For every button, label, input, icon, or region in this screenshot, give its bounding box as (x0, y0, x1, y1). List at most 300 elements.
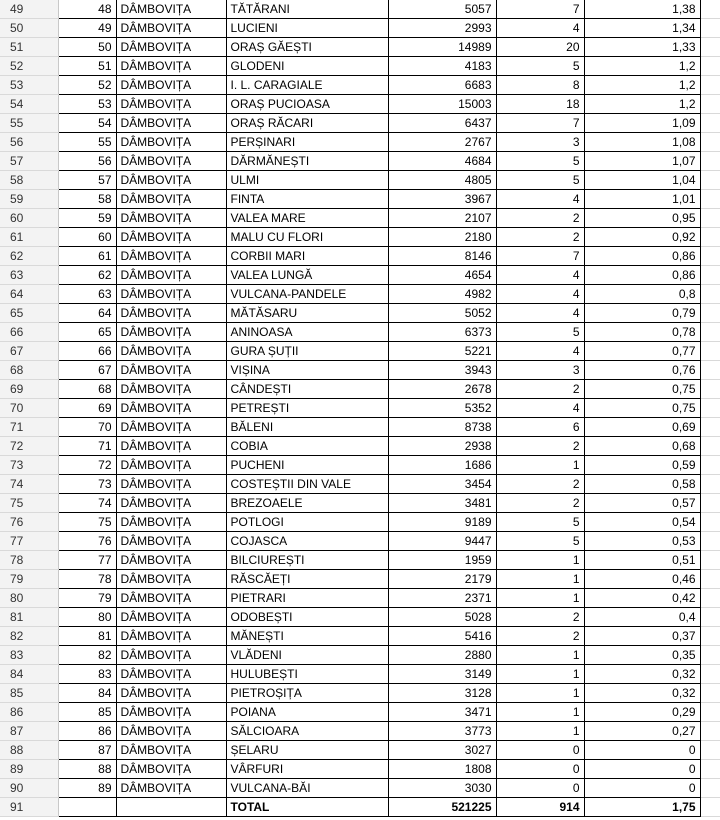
cell-empty[interactable] (700, 779, 720, 798)
cell-rate[interactable]: 0,92 (584, 228, 700, 247)
cell-nr[interactable]: 52 (58, 76, 116, 95)
cell-population[interactable]: 3454 (388, 475, 496, 494)
cell-cases[interactable]: 1 (496, 703, 584, 722)
cell-locality[interactable]: MĂNEȘTI (226, 627, 388, 646)
cell-county[interactable]: DÂMBOVIȚA (116, 342, 226, 361)
cell-county[interactable]: DÂMBOVIȚA (116, 190, 226, 209)
cell-rate[interactable]: 0,86 (584, 266, 700, 285)
row-header[interactable]: 75 (0, 494, 58, 513)
cell-population[interactable]: 3471 (388, 703, 496, 722)
cell-population[interactable]: 3027 (388, 741, 496, 760)
cell-locality[interactable]: LUCIENI (226, 19, 388, 38)
cell-nr[interactable]: 63 (58, 285, 116, 304)
cell-county[interactable]: DÂMBOVIȚA (116, 304, 226, 323)
cell-nr[interactable] (58, 798, 116, 817)
cell-locality[interactable]: VIȘINA (226, 361, 388, 380)
cell-cases[interactable]: 1 (496, 589, 584, 608)
cell-empty[interactable] (700, 551, 720, 570)
cell-population[interactable]: 2180 (388, 228, 496, 247)
cell-county[interactable]: DÂMBOVIȚA (116, 247, 226, 266)
cell-empty[interactable] (700, 19, 720, 38)
cell-population[interactable]: 1686 (388, 456, 496, 475)
cell-locality[interactable]: ORAȘ RĂCARI (226, 114, 388, 133)
cell-county[interactable]: DÂMBOVIȚA (116, 589, 226, 608)
cell-empty[interactable] (700, 437, 720, 456)
total-label[interactable]: TOTAL (226, 798, 388, 817)
cell-empty[interactable] (700, 475, 720, 494)
cell-cases[interactable]: 0 (496, 779, 584, 798)
cell-county[interactable]: DÂMBOVIȚA (116, 76, 226, 95)
cell-locality[interactable]: DĂRMĂNEȘTI (226, 152, 388, 171)
cell-empty[interactable] (700, 684, 720, 703)
cell-county[interactable]: DÂMBOVIȚA (116, 437, 226, 456)
row-header[interactable]: 62 (0, 247, 58, 266)
cell-empty[interactable] (700, 798, 720, 817)
cell-nr[interactable]: 57 (58, 171, 116, 190)
cell-locality[interactable]: VLĂDENI (226, 646, 388, 665)
cell-population[interactable]: 4982 (388, 285, 496, 304)
cell-locality[interactable]: COBIA (226, 437, 388, 456)
cell-rate[interactable]: 0,76 (584, 361, 700, 380)
cell-nr[interactable]: 60 (58, 228, 116, 247)
cell-county[interactable]: DÂMBOVIȚA (116, 152, 226, 171)
cell-locality[interactable]: COJASCA (226, 532, 388, 551)
cell-cases[interactable]: 0 (496, 741, 584, 760)
cell-empty[interactable] (700, 608, 720, 627)
cell-cases[interactable]: 5 (496, 513, 584, 532)
cell-population[interactable]: 5052 (388, 304, 496, 323)
cell-locality[interactable]: VÂRFURI (226, 760, 388, 779)
cell-county[interactable]: DÂMBOVIȚA (116, 665, 226, 684)
cell-rate[interactable]: 0,69 (584, 418, 700, 437)
cell-cases[interactable]: 2 (496, 228, 584, 247)
cell-rate[interactable]: 1,34 (584, 19, 700, 38)
cell-population[interactable]: 4684 (388, 152, 496, 171)
cell-rate[interactable]: 0,78 (584, 323, 700, 342)
cell-county[interactable]: DÂMBOVIȚA (116, 494, 226, 513)
cell-nr[interactable]: 69 (58, 399, 116, 418)
row-header[interactable]: 78 (0, 551, 58, 570)
cell-county[interactable]: DÂMBOVIȚA (116, 532, 226, 551)
cell-county[interactable]: DÂMBOVIȚA (116, 228, 226, 247)
row-header[interactable]: 54 (0, 95, 58, 114)
cell-nr[interactable]: 49 (58, 19, 116, 38)
cell-nr[interactable]: 65 (58, 323, 116, 342)
cell-county[interactable]: DÂMBOVIȚA (116, 133, 226, 152)
cell-locality[interactable]: CORBII MARI (226, 247, 388, 266)
cell-county[interactable]: DÂMBOVIȚA (116, 608, 226, 627)
cell-population[interactable]: 5416 (388, 627, 496, 646)
cell-rate[interactable]: 0,42 (584, 589, 700, 608)
cell-cases[interactable]: 2 (496, 494, 584, 513)
cell-cases[interactable]: 5 (496, 171, 584, 190)
cell-empty[interactable] (700, 494, 720, 513)
cell-empty[interactable] (700, 418, 720, 437)
cell-population[interactable]: 4805 (388, 171, 496, 190)
cell-cases[interactable]: 1 (496, 665, 584, 684)
total-cases[interactable]: 914 (496, 798, 584, 817)
cell-empty[interactable] (700, 646, 720, 665)
cell-empty[interactable] (700, 190, 720, 209)
cell-locality[interactable]: ȘELARU (226, 741, 388, 760)
row-header[interactable]: 68 (0, 361, 58, 380)
cell-nr[interactable]: 76 (58, 532, 116, 551)
cell-locality[interactable]: TĂTĂRANI (226, 0, 388, 19)
total-population[interactable]: 521225 (388, 798, 496, 817)
cell-empty[interactable] (700, 76, 720, 95)
row-header[interactable]: 66 (0, 323, 58, 342)
row-header[interactable]: 59 (0, 190, 58, 209)
row-header[interactable]: 86 (0, 703, 58, 722)
cell-empty[interactable] (700, 627, 720, 646)
cell-locality[interactable]: ULMI (226, 171, 388, 190)
cell-population[interactable]: 8146 (388, 247, 496, 266)
row-header[interactable]: 53 (0, 76, 58, 95)
cell-cases[interactable]: 0 (496, 760, 584, 779)
cell-population[interactable]: 14989 (388, 38, 496, 57)
cell-rate[interactable]: 1,08 (584, 133, 700, 152)
cell-locality[interactable]: VULCANA-PANDELE (226, 285, 388, 304)
cell-cases[interactable]: 1 (496, 722, 584, 741)
cell-cases[interactable]: 18 (496, 95, 584, 114)
cell-population[interactable]: 6437 (388, 114, 496, 133)
cell-nr[interactable]: 87 (58, 741, 116, 760)
cell-population[interactable]: 5057 (388, 0, 496, 19)
row-header[interactable]: 51 (0, 38, 58, 57)
cell-empty[interactable] (700, 741, 720, 760)
cell-nr[interactable]: 73 (58, 475, 116, 494)
cell-population[interactable]: 9189 (388, 513, 496, 532)
cell-nr[interactable]: 58 (58, 190, 116, 209)
cell-locality[interactable]: PETREȘTI (226, 399, 388, 418)
cell-empty[interactable] (700, 399, 720, 418)
cell-nr[interactable]: 84 (58, 684, 116, 703)
cell-rate[interactable]: 0,59 (584, 456, 700, 475)
cell-empty[interactable] (700, 95, 720, 114)
row-header[interactable]: 65 (0, 304, 58, 323)
cell-county[interactable]: DÂMBOVIȚA (116, 171, 226, 190)
row-header[interactable]: 90 (0, 779, 58, 798)
cell-locality[interactable]: POTLOGI (226, 513, 388, 532)
cell-county[interactable]: DÂMBOVIȚA (116, 570, 226, 589)
cell-cases[interactable]: 2 (496, 627, 584, 646)
cell-county[interactable]: DÂMBOVIȚA (116, 114, 226, 133)
cell-county[interactable]: DÂMBOVIȚA (116, 646, 226, 665)
row-header[interactable]: 57 (0, 152, 58, 171)
row-header[interactable]: 81 (0, 608, 58, 627)
cell-county[interactable]: DÂMBOVIȚA (116, 722, 226, 741)
cell-empty[interactable] (700, 570, 720, 589)
cell-county[interactable]: DÂMBOVIȚA (116, 266, 226, 285)
cell-cases[interactable]: 4 (496, 190, 584, 209)
cell-rate[interactable]: 0,68 (584, 437, 700, 456)
cell-empty[interactable] (700, 361, 720, 380)
cell-county[interactable]: DÂMBOVIȚA (116, 418, 226, 437)
cell-cases[interactable]: 5 (496, 152, 584, 171)
row-header[interactable]: 87 (0, 722, 58, 741)
cell-rate[interactable]: 0 (584, 741, 700, 760)
row-header[interactable]: 61 (0, 228, 58, 247)
cell-population[interactable]: 2107 (388, 209, 496, 228)
cell-locality[interactable]: PIETRARI (226, 589, 388, 608)
cell-cases[interactable]: 7 (496, 114, 584, 133)
cell-population[interactable]: 3481 (388, 494, 496, 513)
row-header[interactable]: 77 (0, 532, 58, 551)
cell-nr[interactable]: 59 (58, 209, 116, 228)
cell-empty[interactable] (700, 266, 720, 285)
row-header[interactable]: 74 (0, 475, 58, 494)
cell-nr[interactable]: 74 (58, 494, 116, 513)
cell-population[interactable]: 2179 (388, 570, 496, 589)
cell-rate[interactable]: 0,53 (584, 532, 700, 551)
cell-population[interactable]: 1959 (388, 551, 496, 570)
cell-rate[interactable]: 0,27 (584, 722, 700, 741)
cell-cases[interactable]: 2 (496, 380, 584, 399)
cell-population[interactable]: 3149 (388, 665, 496, 684)
cell-empty[interactable] (700, 114, 720, 133)
cell-rate[interactable]: 1,2 (584, 57, 700, 76)
cell-cases[interactable]: 1 (496, 551, 584, 570)
cell-cases[interactable]: 8 (496, 76, 584, 95)
cell-rate[interactable]: 1,04 (584, 171, 700, 190)
cell-rate[interactable]: 0,79 (584, 304, 700, 323)
cell-population[interactable]: 2938 (388, 437, 496, 456)
cell-nr[interactable]: 61 (58, 247, 116, 266)
row-header[interactable]: 82 (0, 627, 58, 646)
cell-cases[interactable]: 2 (496, 475, 584, 494)
cell-county[interactable]: DÂMBOVIȚA (116, 95, 226, 114)
cell-rate[interactable]: 1,38 (584, 0, 700, 19)
cell-population[interactable]: 3943 (388, 361, 496, 380)
cell-empty[interactable] (700, 57, 720, 76)
cell-population[interactable]: 6683 (388, 76, 496, 95)
cell-nr[interactable]: 51 (58, 57, 116, 76)
cell-nr[interactable]: 82 (58, 646, 116, 665)
cell-county[interactable]: DÂMBOVIȚA (116, 741, 226, 760)
cell-population[interactable]: 8738 (388, 418, 496, 437)
cell-rate[interactable]: 0,86 (584, 247, 700, 266)
cell-nr[interactable]: 62 (58, 266, 116, 285)
cell-cases[interactable]: 1 (496, 456, 584, 475)
cell-population[interactable]: 2678 (388, 380, 496, 399)
cell-locality[interactable]: PERȘINARI (226, 133, 388, 152)
cell-county[interactable]: DÂMBOVIȚA (116, 703, 226, 722)
cell-rate[interactable]: 1,09 (584, 114, 700, 133)
cell-population[interactable]: 3967 (388, 190, 496, 209)
row-header[interactable]: 71 (0, 418, 58, 437)
cell-rate[interactable]: 0,77 (584, 342, 700, 361)
cell-rate[interactable]: 0 (584, 760, 700, 779)
cell-county[interactable]: DÂMBOVIȚA (116, 0, 226, 19)
cell-locality[interactable]: GLODENI (226, 57, 388, 76)
cell-locality[interactable]: PUCHENI (226, 456, 388, 475)
cell-nr[interactable]: 86 (58, 722, 116, 741)
cell-cases[interactable]: 4 (496, 266, 584, 285)
cell-locality[interactable]: VALEA LUNGĂ (226, 266, 388, 285)
cell-empty[interactable] (700, 665, 720, 684)
cell-cases[interactable]: 7 (496, 0, 584, 19)
cell-county[interactable]: DÂMBOVIȚA (116, 760, 226, 779)
cell-locality[interactable]: VULCANA-BĂI (226, 779, 388, 798)
cell-county[interactable]: DÂMBOVIȚA (116, 399, 226, 418)
cell-locality[interactable]: HULUBEȘTI (226, 665, 388, 684)
row-header[interactable]: 80 (0, 589, 58, 608)
cell-nr[interactable]: 77 (58, 551, 116, 570)
cell-nr[interactable]: 75 (58, 513, 116, 532)
cell-cases[interactable]: 20 (496, 38, 584, 57)
cell-population[interactable]: 4654 (388, 266, 496, 285)
row-header[interactable]: 64 (0, 285, 58, 304)
cell-locality[interactable]: COSTEȘTII DIN VALE (226, 475, 388, 494)
cell-empty[interactable] (700, 228, 720, 247)
cell-cases[interactable]: 2 (496, 608, 584, 627)
cell-empty[interactable] (700, 342, 720, 361)
cell-cases[interactable]: 2 (496, 437, 584, 456)
cell-empty[interactable] (700, 152, 720, 171)
cell-locality[interactable]: MALU CU FLORI (226, 228, 388, 247)
cell-nr[interactable]: 66 (58, 342, 116, 361)
cell-rate[interactable]: 0,58 (584, 475, 700, 494)
cell-nr[interactable]: 67 (58, 361, 116, 380)
row-header[interactable]: 58 (0, 171, 58, 190)
cell-rate[interactable]: 0,35 (584, 646, 700, 665)
cell-rate[interactable]: 1,2 (584, 76, 700, 95)
cell-nr[interactable]: 78 (58, 570, 116, 589)
cell-cases[interactable]: 3 (496, 133, 584, 152)
cell-empty[interactable] (700, 703, 720, 722)
cell-nr[interactable]: 83 (58, 665, 116, 684)
cell-empty[interactable] (700, 532, 720, 551)
cell-empty[interactable] (700, 304, 720, 323)
cell-county[interactable]: DÂMBOVIȚA (116, 551, 226, 570)
cell-population[interactable]: 9447 (388, 532, 496, 551)
cell-rate[interactable]: 0 (584, 779, 700, 798)
cell-empty[interactable] (700, 323, 720, 342)
cell-rate[interactable]: 0,29 (584, 703, 700, 722)
cell-nr[interactable]: 71 (58, 437, 116, 456)
cell-cases[interactable]: 5 (496, 323, 584, 342)
row-header[interactable]: 91 (0, 798, 58, 817)
cell-empty[interactable] (700, 38, 720, 57)
cell-county[interactable]: DÂMBOVIȚA (116, 627, 226, 646)
cell-population[interactable]: 5221 (388, 342, 496, 361)
cell-rate[interactable]: 0,75 (584, 380, 700, 399)
cell-county[interactable] (116, 798, 226, 817)
cell-locality[interactable]: ORAȘ GĂEȘTI (226, 38, 388, 57)
row-header[interactable]: 49 (0, 0, 58, 19)
row-header[interactable]: 50 (0, 19, 58, 38)
row-header[interactable]: 69 (0, 380, 58, 399)
cell-empty[interactable] (700, 760, 720, 779)
row-header[interactable]: 88 (0, 741, 58, 760)
cell-population[interactable]: 2993 (388, 19, 496, 38)
row-header[interactable]: 63 (0, 266, 58, 285)
cell-rate[interactable]: 1,01 (584, 190, 700, 209)
cell-nr[interactable]: 55 (58, 133, 116, 152)
cell-population[interactable]: 2767 (388, 133, 496, 152)
cell-nr[interactable]: 56 (58, 152, 116, 171)
cell-rate[interactable]: 0,57 (584, 494, 700, 513)
row-header[interactable]: 85 (0, 684, 58, 703)
cell-cases[interactable]: 4 (496, 399, 584, 418)
cell-locality[interactable]: SĂLCIOARA (226, 722, 388, 741)
row-header[interactable]: 73 (0, 456, 58, 475)
cell-locality[interactable]: GURA ȘUȚII (226, 342, 388, 361)
cell-cases[interactable]: 4 (496, 342, 584, 361)
row-header[interactable]: 60 (0, 209, 58, 228)
row-header[interactable]: 55 (0, 114, 58, 133)
cell-empty[interactable] (700, 0, 720, 19)
cell-rate[interactable]: 0,54 (584, 513, 700, 532)
cell-empty[interactable] (700, 285, 720, 304)
cell-population[interactable]: 3030 (388, 779, 496, 798)
cell-rate[interactable]: 0,32 (584, 684, 700, 703)
cell-county[interactable]: DÂMBOVIȚA (116, 38, 226, 57)
cell-locality[interactable]: RĂSCĂEȚI (226, 570, 388, 589)
cell-nr[interactable]: 89 (58, 779, 116, 798)
cell-county[interactable]: DÂMBOVIȚA (116, 285, 226, 304)
cell-county[interactable]: DÂMBOVIȚA (116, 684, 226, 703)
cell-rate[interactable]: 0,32 (584, 665, 700, 684)
cell-county[interactable]: DÂMBOVIȚA (116, 361, 226, 380)
cell-cases[interactable]: 2 (496, 209, 584, 228)
cell-rate[interactable]: 0,95 (584, 209, 700, 228)
total-rate[interactable]: 1,75 (584, 798, 700, 817)
cell-county[interactable]: DÂMBOVIȚA (116, 779, 226, 798)
row-header[interactable]: 83 (0, 646, 58, 665)
cell-county[interactable]: DÂMBOVIȚA (116, 475, 226, 494)
cell-cases[interactable]: 4 (496, 285, 584, 304)
cell-county[interactable]: DÂMBOVIȚA (116, 380, 226, 399)
cell-empty[interactable] (700, 589, 720, 608)
cell-population[interactable]: 5028 (388, 608, 496, 627)
cell-population[interactable]: 4183 (388, 57, 496, 76)
cell-nr[interactable]: 50 (58, 38, 116, 57)
cell-empty[interactable] (700, 209, 720, 228)
cell-county[interactable]: DÂMBOVIȚA (116, 456, 226, 475)
cell-cases[interactable]: 5 (496, 532, 584, 551)
cell-rate[interactable]: 0,37 (584, 627, 700, 646)
row-header[interactable]: 79 (0, 570, 58, 589)
cell-population[interactable]: 3773 (388, 722, 496, 741)
cell-county[interactable]: DÂMBOVIȚA (116, 19, 226, 38)
row-header[interactable]: 76 (0, 513, 58, 532)
cell-rate[interactable]: 0,8 (584, 285, 700, 304)
cell-nr[interactable]: 88 (58, 760, 116, 779)
cell-population[interactable]: 15003 (388, 95, 496, 114)
cell-population[interactable]: 1808 (388, 760, 496, 779)
cell-population[interactable]: 3128 (388, 684, 496, 703)
cell-cases[interactable]: 1 (496, 684, 584, 703)
cell-nr[interactable]: 72 (58, 456, 116, 475)
row-header[interactable]: 67 (0, 342, 58, 361)
cell-nr[interactable]: 85 (58, 703, 116, 722)
cell-county[interactable]: DÂMBOVIȚA (116, 323, 226, 342)
cell-locality[interactable]: VALEA MARE (226, 209, 388, 228)
cell-locality[interactable]: BILCIUREȘTI (226, 551, 388, 570)
cell-cases[interactable]: 7 (496, 247, 584, 266)
cell-county[interactable]: DÂMBOVIȚA (116, 57, 226, 76)
cell-nr[interactable]: 68 (58, 380, 116, 399)
cell-rate[interactable]: 0,75 (584, 399, 700, 418)
cell-empty[interactable] (700, 380, 720, 399)
cell-locality[interactable]: MĂTĂSARU (226, 304, 388, 323)
cell-population[interactable]: 5352 (388, 399, 496, 418)
cell-locality[interactable]: ANINOASA (226, 323, 388, 342)
cell-rate[interactable]: 0,51 (584, 551, 700, 570)
cell-rate[interactable]: 1,07 (584, 152, 700, 171)
cell-empty[interactable] (700, 456, 720, 475)
